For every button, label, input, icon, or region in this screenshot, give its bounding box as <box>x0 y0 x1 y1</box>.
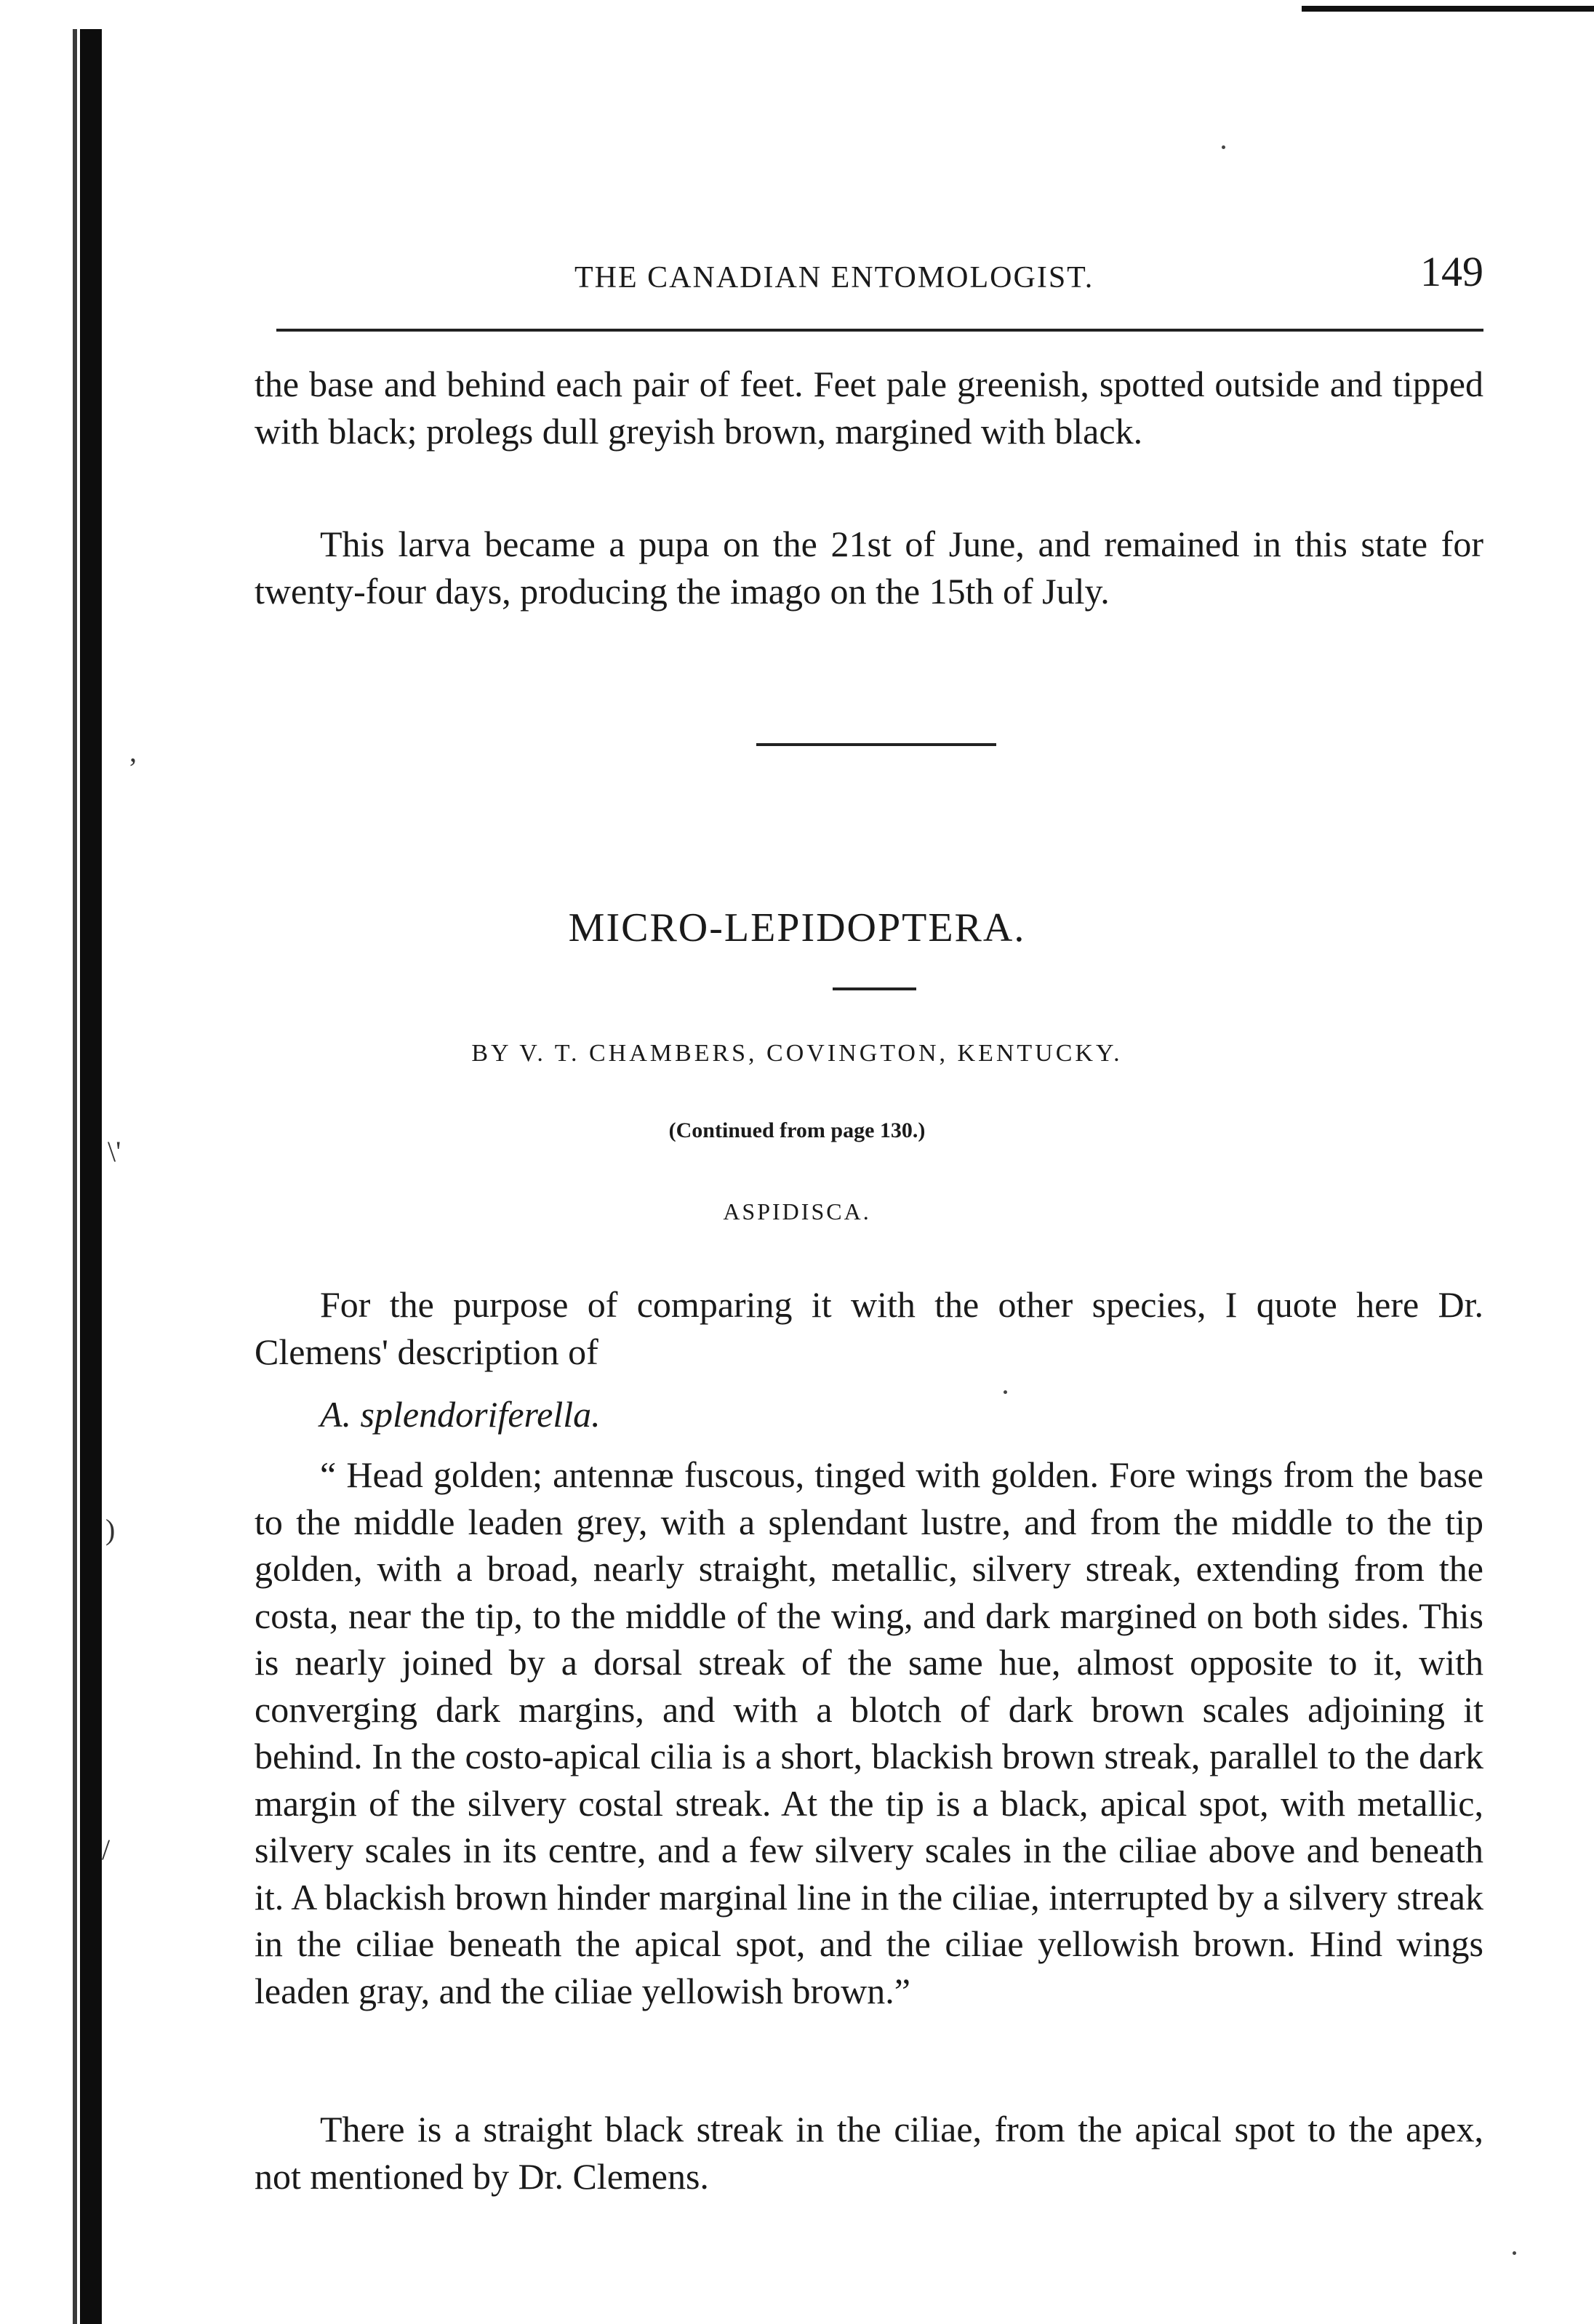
top-edge-rule <box>1302 6 1594 12</box>
print-speck <box>1222 145 1225 149</box>
paragraph-continuation: the base and behind each pair of feet. Feet pale greenish, spotted outside and tipped with black; prolegs dull greyish brown, margined with black. <box>255 364 1483 452</box>
binding-shadow-thin <box>73 29 77 2324</box>
quoted-description: “ Head golden; antennæ fuscous, tinged with golden. Fore wings from the base to the middle leaden grey, with a splendant lustre, and from the middle to the tip golden, with a broad, nearly straight, metallic, silvery streak, extending from the costa, near the tip, to the middle of the wing, and dark margined on both sides. This is nearly joined by a dorsal streak of the same hue, almost opposite to it, with converging dark margins, and with a blotch of dark brown scales adjoining it behind. In the costo-apical cilia is a short, blackish brown streak, parallel to the dark margin of the silvery costal streak. At the tip is a black, apical spot, with metallic, silvery scales in its centre, and a few silvery scales in the ciliae above and beneath it. A blackish brown hinder marginal line in the ciliae, interrupted by a silvery streak in the ciliae beneath the apical spot, and the ciliae yellowish brown. Hind wings leaden gray, and the ciliae yellowish brown.” <box>255 1454 1483 2011</box>
continued-note: (Continued from page 130.) <box>668 1118 926 1142</box>
print-speck <box>1004 1390 1007 1394</box>
article-title: MICRO-LEPIDOPTERA. <box>568 905 1026 950</box>
header-rule <box>276 329 1483 332</box>
byline: BY V. T. CHAMBERS, COVINGTON, KENTUCKY. <box>471 1040 1123 1067</box>
section-divider <box>756 743 996 746</box>
margin-mark: ) <box>105 1513 116 1546</box>
running-head <box>276 247 1483 305</box>
species-name: A. splendoriferella. <box>320 1394 601 1435</box>
margin-mark: / <box>102 1833 111 1866</box>
print-speck <box>1513 2251 1516 2255</box>
margin-mark: , <box>129 735 137 768</box>
intro-paragraph: For the purpose of comparing it with the other species, I quote here Dr. Clemens' description of <box>255 1284 1483 1372</box>
paragraph-larva: This larva became a pupa on the 21st of June, and remained in this state for twenty-four days, producing the imago on the 15th of July. <box>255 524 1483 612</box>
genus-heading: ASPIDISCA. <box>723 1198 871 1225</box>
closing-paragraph: There is a straight black streak in the ciliae, from the apical spot to the apex, not mentioned by Dr. Clemens. <box>255 2109 1483 2197</box>
page-number: 149 <box>1420 248 1483 295</box>
binding-shadow <box>80 29 102 2324</box>
margin-mark: \' <box>108 1135 121 1168</box>
running-title: THE CANADIAN ENTOMOLOGIST. <box>574 261 1094 294</box>
title-rule <box>833 987 916 990</box>
